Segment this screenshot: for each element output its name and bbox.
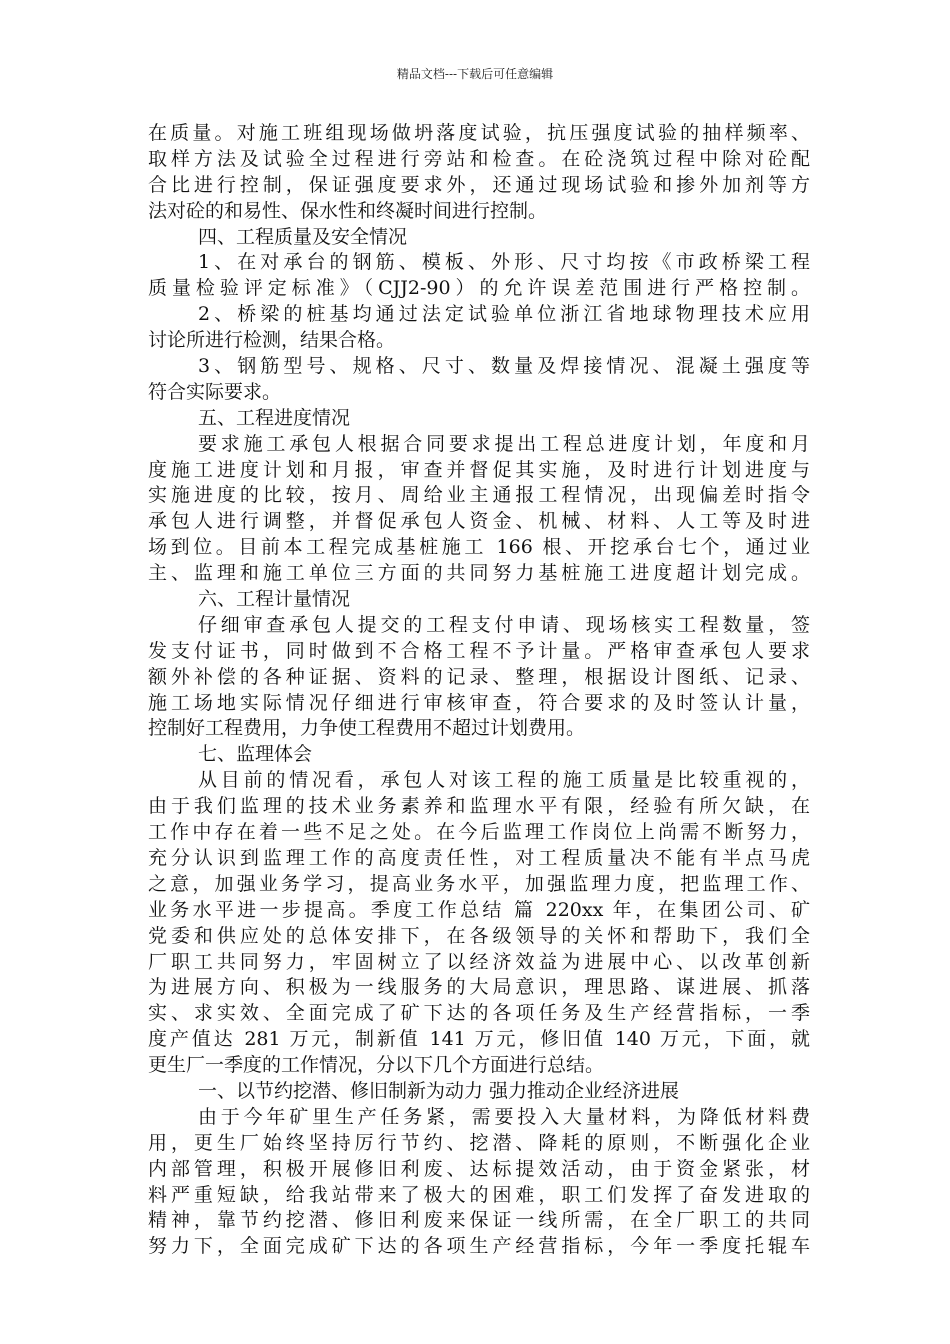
text-line: 2、桥梁的桩基均通过法定试验单位浙江省地球物理技术应用 (198, 303, 810, 326)
text-line: 业务水平进一步提高。季度工作总结 篇 220xx 年，在集团公司、矿 (148, 898, 810, 921)
text-line: 实施进度的比较，按月、周给业主通报工程情况，出现偏差时指令 (148, 484, 810, 507)
text-line: 四、工程质量及安全情况 (198, 225, 408, 248)
text-line: 施工场地实际情况仔细进行审核审查，符合要求的及时签认计量， (148, 691, 810, 714)
text-line: 为进展方向、积极为一线服务的大局意识，理思路、谋进展、抓落 (148, 976, 810, 999)
text-line: 度产值达 281 万元，制新值 141 万元，修旧值 140 万元，下面，就 (148, 1028, 810, 1051)
text-line: 承包人进行调整，并督促承包人资金、机械、材料、人工等及时进 (148, 510, 810, 533)
text-line: 一、以节约挖潜、修旧制新为动力 强力推动企业经济进展 (198, 1079, 680, 1102)
text-line: 从目前的情况看，承包人对该工程的施工质量是比较重视的， (198, 769, 810, 792)
page-header: 精品文档---下载后可任意编辑 (396, 67, 554, 81)
text-line: 努力下，全面完成矿下达的各项生产经营指标，今年一季度托辊车 (148, 1235, 810, 1258)
text-line: 料严重短缺，给我站带来了极大的困难，职工们发挥了奋发进取的 (148, 1183, 810, 1206)
document-body (148, 121, 810, 1260)
text-line: 度施工进度计划和月报，审查并督促其实施，及时进行计划进度与 (148, 458, 810, 481)
text-line: 1、在对承台的钢筋、模板、外形、尺寸均按《市政桥梁工程 (198, 251, 810, 274)
text-line: 合比进行控制，保证强度要求外，还通过现场试验和掺外加剂等方 (148, 173, 810, 196)
text-line: 仔细审查承包人提交的工程支付申请、现场核实工程数量，签 (198, 613, 810, 636)
text-line: 法对砼的和易性、保水性和终凝时间进行控制。 (148, 199, 548, 222)
text-line: 党委和供应处的总体安排下，在各级领导的关怀和帮助下，我们全 (148, 924, 810, 947)
text-line: 更生厂一季度的工作情况，分以下几个方面进行总结。 (148, 1054, 605, 1077)
text-line: 由于我们监理的技术业务素养和监理水平有限，经验有所欠缺，在 (148, 795, 810, 818)
text-line: 七、监理体会 (198, 743, 313, 766)
text-line: 讨论所进行检测，结果合格。 (148, 329, 396, 352)
text-line: 取样方法及试验全过程进行旁站和检查。在砼浇筑过程中除对砼配 (148, 147, 810, 170)
text-line: 实、求实效、全面完成了矿下达的各项任务及生产经营指标，一季 (148, 1002, 810, 1025)
text-line: 控制好工程费用，力争使工程费用不超过计划费用。 (148, 717, 586, 740)
text-line: 在质量。对施工班组现场做坍落度试验，抗压强度试验的抽样频率、 (148, 122, 810, 144)
text-line: 内部管理，积极开展修旧利废、达标提效活动，由于资金紧张，材 (148, 1157, 810, 1180)
text-line: 发支付证书，同时做到不合格工程不予计量。严格审查承包人要求 (148, 639, 810, 662)
text-line: 要求施工承包人根据合同要求提出工程总进度计划，年度和月 (198, 432, 810, 455)
text-line: 符合实际要求。 (148, 380, 282, 403)
text-line: 场到位。目前本工程完成基桩施工 166 根、开挖承台七个，通过业 (148, 536, 810, 559)
text-line: 额外补偿的各种证据、资料的记录、整理，根据设计图纸、记录、 (148, 665, 810, 688)
text-line: 质量检验评定标准》（CJJ2-90）的允许误差范围进行严格控制。 (148, 277, 810, 300)
text-line: 工作中存在着一些不足之处。在今后监理工作岗位上尚需不断努力， (148, 821, 810, 844)
text-line: 六、工程计量情况 (198, 588, 351, 611)
text-line: 厂职工共同努力，牢固树立了以经济效益为进展中心、以改革创新 (148, 950, 810, 973)
text-line: 之意，加强业务学习，提高业务水平，加强监理力度，把监理工作、 (148, 872, 810, 895)
text-line: 充分认识到监理工作的高度责任性，对工程质量决不能有半点马虎 (148, 846, 810, 869)
text-line: 精神，靠节约挖潜、修旧利废来保证一线所需，在全厂职工的共同 (148, 1209, 810, 1232)
text-line: 3、钢筋型号、规格、尺寸、数量及焊接情况、混凝土强度等 (198, 355, 810, 378)
text-line: 由于今年矿里生产任务紧，需要投入大量材料，为降低材料费 (198, 1105, 810, 1128)
text-line: 五、工程进度情况 (198, 406, 351, 429)
text-line: 主、监理和施工单位三方面的共同努力基桩施工进度超计划完成。 (148, 562, 810, 585)
text-line: 用，更生厂始终坚持厉行节约、挖潜、降耗的原则，不断强化企业 (148, 1131, 810, 1154)
